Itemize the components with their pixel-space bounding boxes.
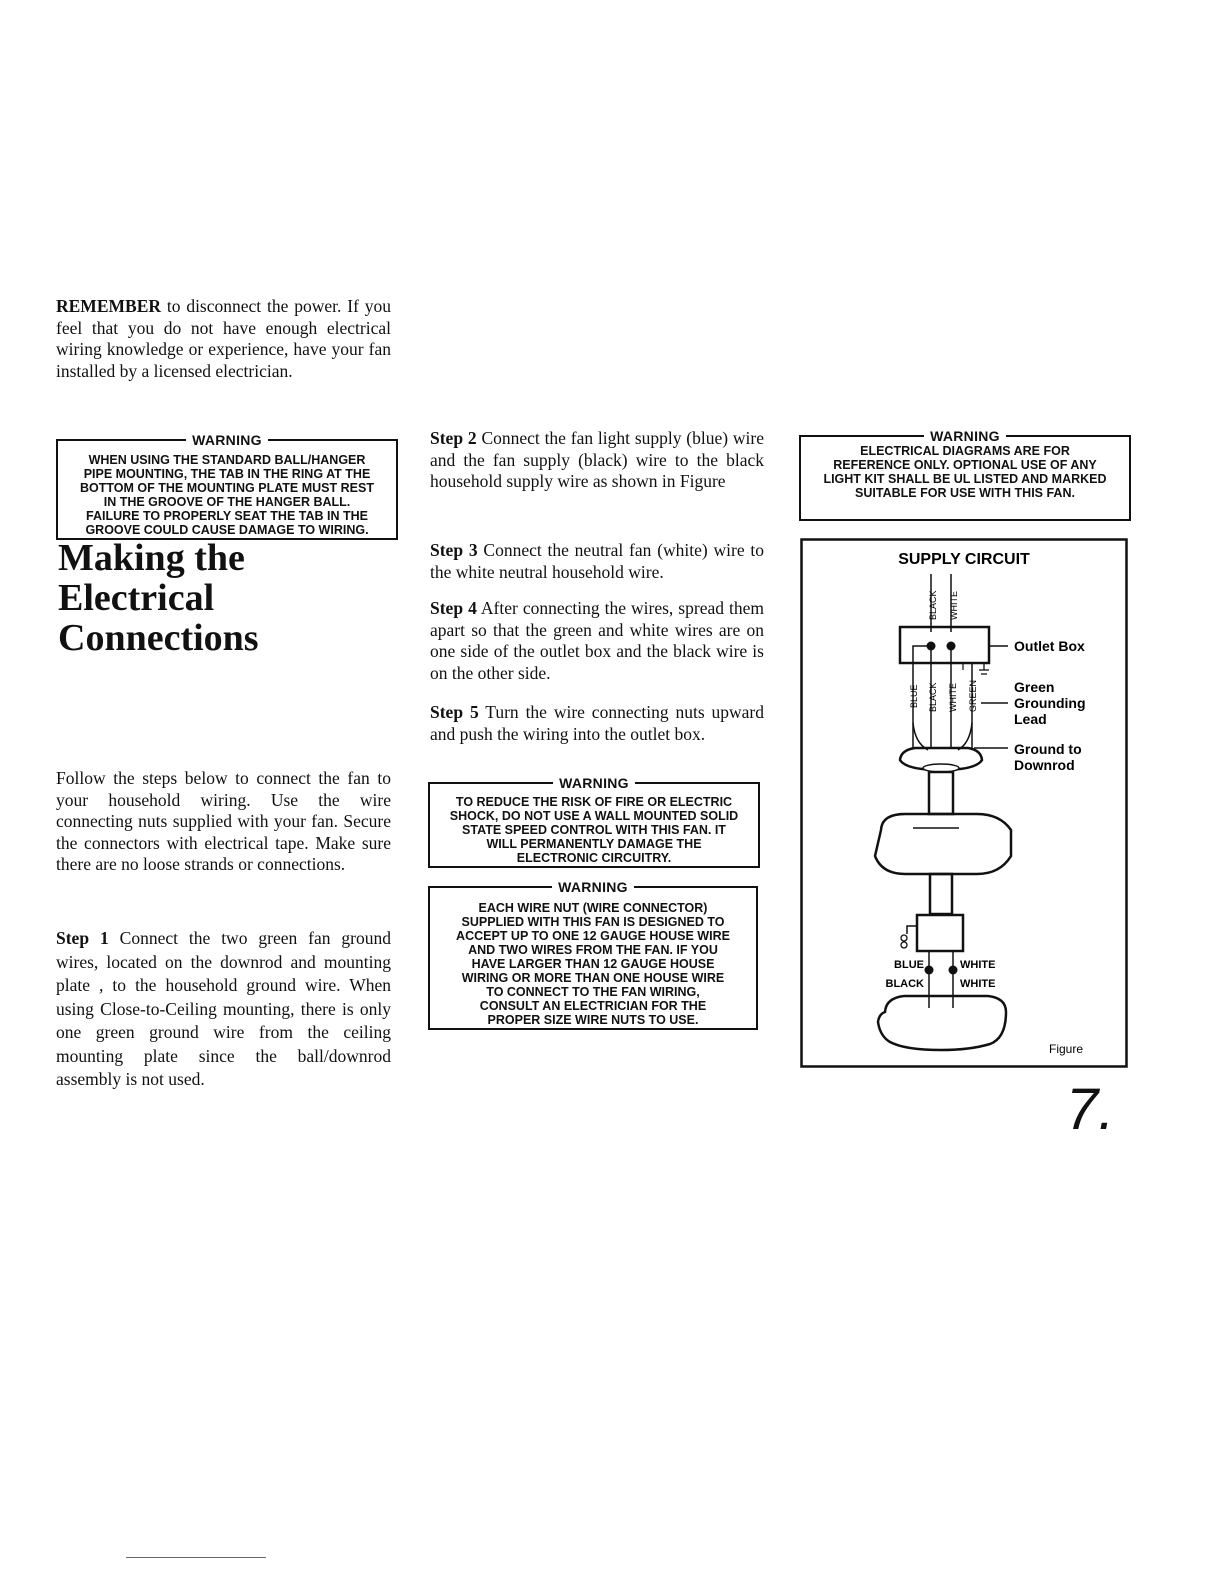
grounding-lead-label-2: Grounding xyxy=(1014,695,1086,711)
step-1-paragraph xyxy=(56,927,391,1092)
grounding-lead-label-1: Green xyxy=(1014,679,1055,695)
downrod xyxy=(929,772,953,814)
step-1-text: Connect the two green fan ground wires, located on the downrod and mounting plate , to the household ground wire. When using Close-to-Ceiling mounting, there is only one green ground wire from the ceiling mounting plate since the ball/downrod assembly is not used. xyxy=(56,928,391,1089)
figure-caption: Figure xyxy=(1049,1042,1084,1056)
warning-text: ELECTRICAL DIAGRAMS ARE FOR REFERENCE ONLY. OPTIONAL USE OF ANY LIGHT KIT SHALL BE UL LISTED AND MARKED SUITABLE FOR USE WITH THIS FAN. xyxy=(823,444,1107,500)
outlet-box-label: Outlet Box xyxy=(1014,638,1085,654)
remember-text-body: to disconnect the power. If you feel that you do not have enough electrical wiring knowledge or experience, have your fan installed by a licensed electrician. xyxy=(56,296,391,381)
step-2-label: Step 2 xyxy=(430,428,477,448)
warning-box-wire-nut xyxy=(428,879,758,1030)
switch-housing xyxy=(917,915,963,951)
step-4-label: Step 4 xyxy=(430,598,477,618)
bottom-link-underline xyxy=(126,1557,266,1558)
warning-box-diagrams xyxy=(799,428,1131,521)
motor-housing xyxy=(875,814,1011,874)
page-title: Making the Electrical Connections xyxy=(58,537,259,659)
light-wire-nut-left xyxy=(925,966,934,975)
diagram-title: SUPPLY CIRCUIT xyxy=(898,551,1030,568)
step-2-paragraph xyxy=(430,428,764,493)
warning-title: WARNING xyxy=(58,432,396,448)
step-1-label: Step 1 xyxy=(56,928,109,948)
warning-box-solid-state xyxy=(428,775,760,868)
page-number: 7. xyxy=(1066,1077,1115,1142)
warning-title: WARNING xyxy=(430,879,756,895)
remember-paragraph-used xyxy=(56,296,391,382)
warning-text: WHEN USING THE STANDARD BALL/HANGER PIPE MOUNTING, THE TAB IN THE RING AT THE BOTTOM OF THE MOUNTING PLATE MUST REST IN THE GROOVE OF THE HANGER BALL. FAILURE TO PROPERLY SEAT THE TAB IN THE GROOVE COULD CAUSE DAMAGE TO WIRING. xyxy=(80,453,374,537)
light-white-label-1: WHITE xyxy=(960,959,996,971)
supply-black-label: BLACK xyxy=(928,590,938,620)
step-3-paragraph xyxy=(430,540,764,583)
warning-box-ball-hanger xyxy=(56,432,398,540)
warning-text: TO REDUCE THE RISK OF FIRE OR ELECTRIC SHOCK, DO NOT USE A WALL MOUNTED SOLID STATE SPEED CONTROL WITH THIS FAN. IT WILL PERMANENTLY DAMAGE THE ELECTRONIC CIRCUITRY. xyxy=(449,795,739,865)
remember-label: REMEMBER xyxy=(56,296,161,316)
light-wire-nut-right xyxy=(949,966,958,975)
fan-black-label: BLACK xyxy=(928,682,938,712)
warning-title: WARNING xyxy=(430,775,758,791)
pull-chain xyxy=(907,926,917,934)
step-5-label: Step 5 xyxy=(430,702,479,722)
switch-housing-stem xyxy=(930,874,952,914)
step-5-paragraph xyxy=(430,702,764,745)
warning-text: EACH WIRE NUT (WIRE CONNECTOR) SUPPLIED WITH THIS FAN IS DESIGNED TO ACCEPT UP TO ONE 12 GAUGE HOUSE WIRE AND TWO WIRES FROM THE FAN. IF YOU HAVE LARGER THAN 12 GAUGE HOUSE WIRING OR MORE THAN ONE HOUSE WIRE TO CONNECT TO THE FAN WIRING, CONSULT AN ELECTRICIAN FOR THE PROPER SIZE WIRE NUTS TO USE. xyxy=(456,901,730,1027)
grounding-lead-label-3: Lead xyxy=(1014,711,1047,727)
supply-white-label: WHITE xyxy=(949,591,959,620)
step-4-text: After connecting the wires, spread them apart so that the green and white wires are on one side of the outlet box and the black wire is on the other side. xyxy=(430,598,764,683)
step-5-text: Turn the wire connecting nuts upward and push the wiring into the outlet box. xyxy=(430,702,765,744)
follow-paragraph: Follow the steps below to connect the fan to your household wiring. Use the wire connecting nuts supplied with your fan. Secure the connectors with electrical tape. Make sure there are no loose strands or connections. xyxy=(56,768,391,874)
light-blue-label: BLUE xyxy=(894,959,924,971)
warning-title: WARNING xyxy=(801,428,1129,444)
fan-white-label: WHITE xyxy=(948,683,958,712)
ground-to-label-1: Ground to xyxy=(1014,741,1082,757)
light-black-label: BLACK xyxy=(885,978,924,990)
step-2-text: Connect the fan light supply (blue) wire and the fan supply (black) wire to the black household supply wire as shown in Figure xyxy=(430,428,764,491)
light-bowl xyxy=(878,996,1006,1050)
ground-to-label-2: Downrod xyxy=(1014,757,1075,773)
supply-circuit-figure xyxy=(800,538,1128,1068)
light-white-label-2: WHITE xyxy=(960,978,996,990)
fan-blue-label: BLUE xyxy=(909,684,919,708)
step-3-text: Connect the neutral fan (white) wire to the white neutral household wire. xyxy=(430,540,765,582)
fan-green-label: GREEN xyxy=(968,679,978,712)
step-3-label: Step 3 xyxy=(430,540,478,560)
step-4-paragraph xyxy=(430,598,764,684)
